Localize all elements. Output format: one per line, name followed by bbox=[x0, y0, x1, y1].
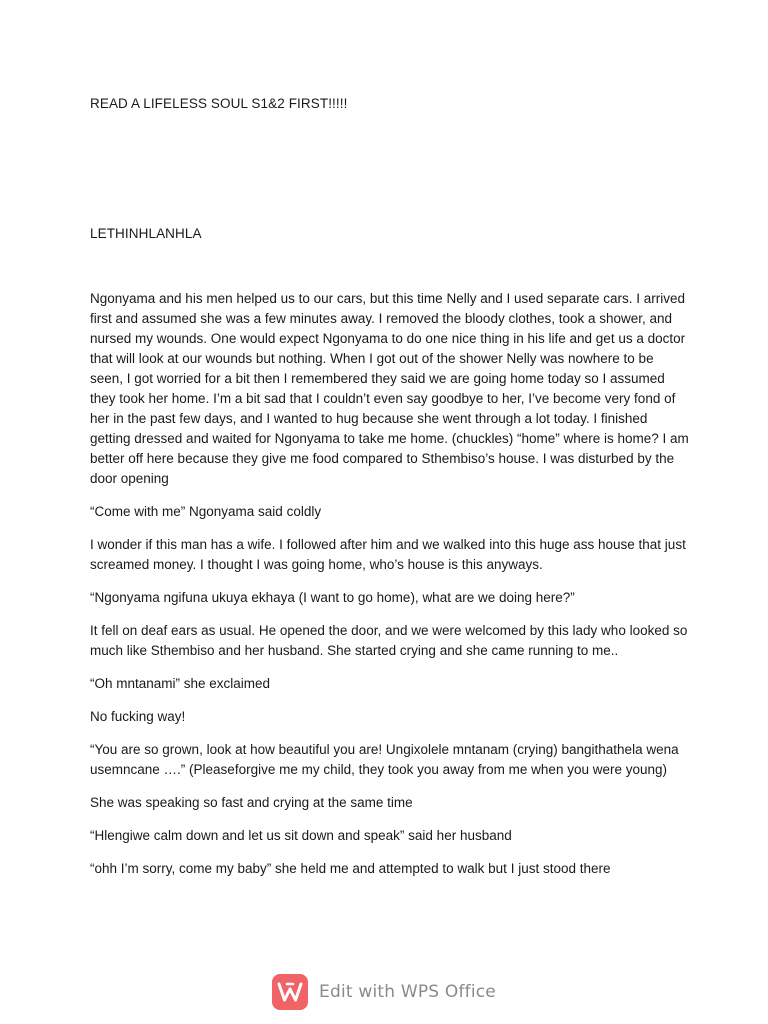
paragraph: She was speaking so fast and crying at the same time bbox=[90, 795, 413, 810]
wps-w-glyph-icon bbox=[277, 981, 303, 1003]
paragraph: I wonder if this man has a wife. I followed after him and we walked into this huge ass house that just screamed money. I thought I was going home, who’s house is this anyways. bbox=[90, 537, 686, 572]
paragraph: “Come with me” Ngonyama said coldly bbox=[90, 504, 322, 519]
paragraph: “Ngonyama ngifuna ukuya ekhaya (I want to go home), what are we doing here?” bbox=[90, 590, 575, 605]
paragraph: “Hlengiwe calm down and let us sit down and speak” said her husband bbox=[90, 828, 512, 843]
paragraph: No fucking way! bbox=[90, 709, 186, 724]
wps-edit-label[interactable]: Edit with WPS Office bbox=[319, 982, 496, 1002]
chapter-heading: LETHINHLANHLA bbox=[90, 226, 202, 241]
paragraph: It fell on deaf ears as usual. He opened the door, and we were welcomed by this lady who looked so much like Sthembiso and her husband. She started crying and she came running to me.. bbox=[90, 623, 688, 658]
wps-edit-banner[interactable] bbox=[0, 972, 768, 1012]
document-body bbox=[90, 289, 690, 892]
paragraph: “ohh I’m sorry, come my baby” she held me and attempted to walk but I just stood there bbox=[90, 861, 611, 876]
paragraph: Ngonyama and his men helped us to our cars, but this time Nelly and I used separate cars. I arrived first and assumed she was a few minutes away. I removed the bloody clothes, took a shower, and nursed my wounds. One would expect Ngonyama to do one nice thing in his life and get us a doctor that will look at our wounds but nothing. When I got out of the shower Nelly was nowhere to be seen, I got worried for a bit then I remembered they said we are going home today so I assumed they took her home. I’m a bit sad that I couldn’t even say goodbye to her, I’ve become very fond of her in the past few days, and I wanted to hug because she went through a lot today. I finished getting dressed and waited for Ngonyama to take me home. (chuckles) “home” where is home? I am better off here because they give me food compared to Sthembiso’s house. I was disturbed by the door opening bbox=[90, 291, 689, 486]
wps-office-logo-icon bbox=[272, 974, 308, 1010]
paragraph: “Oh mntanami” she exclaimed bbox=[90, 676, 271, 691]
document-title-line: READ A LIFELESS SOUL S1&2 FIRST!!!!! bbox=[90, 96, 348, 111]
paragraph: “You are so grown, look at how beautiful you are! Ungixolele mntanam (crying) bangithathela wena usemncane ….” (Pleaseforgive me my child, they took you away from me when you were young) bbox=[90, 742, 679, 777]
